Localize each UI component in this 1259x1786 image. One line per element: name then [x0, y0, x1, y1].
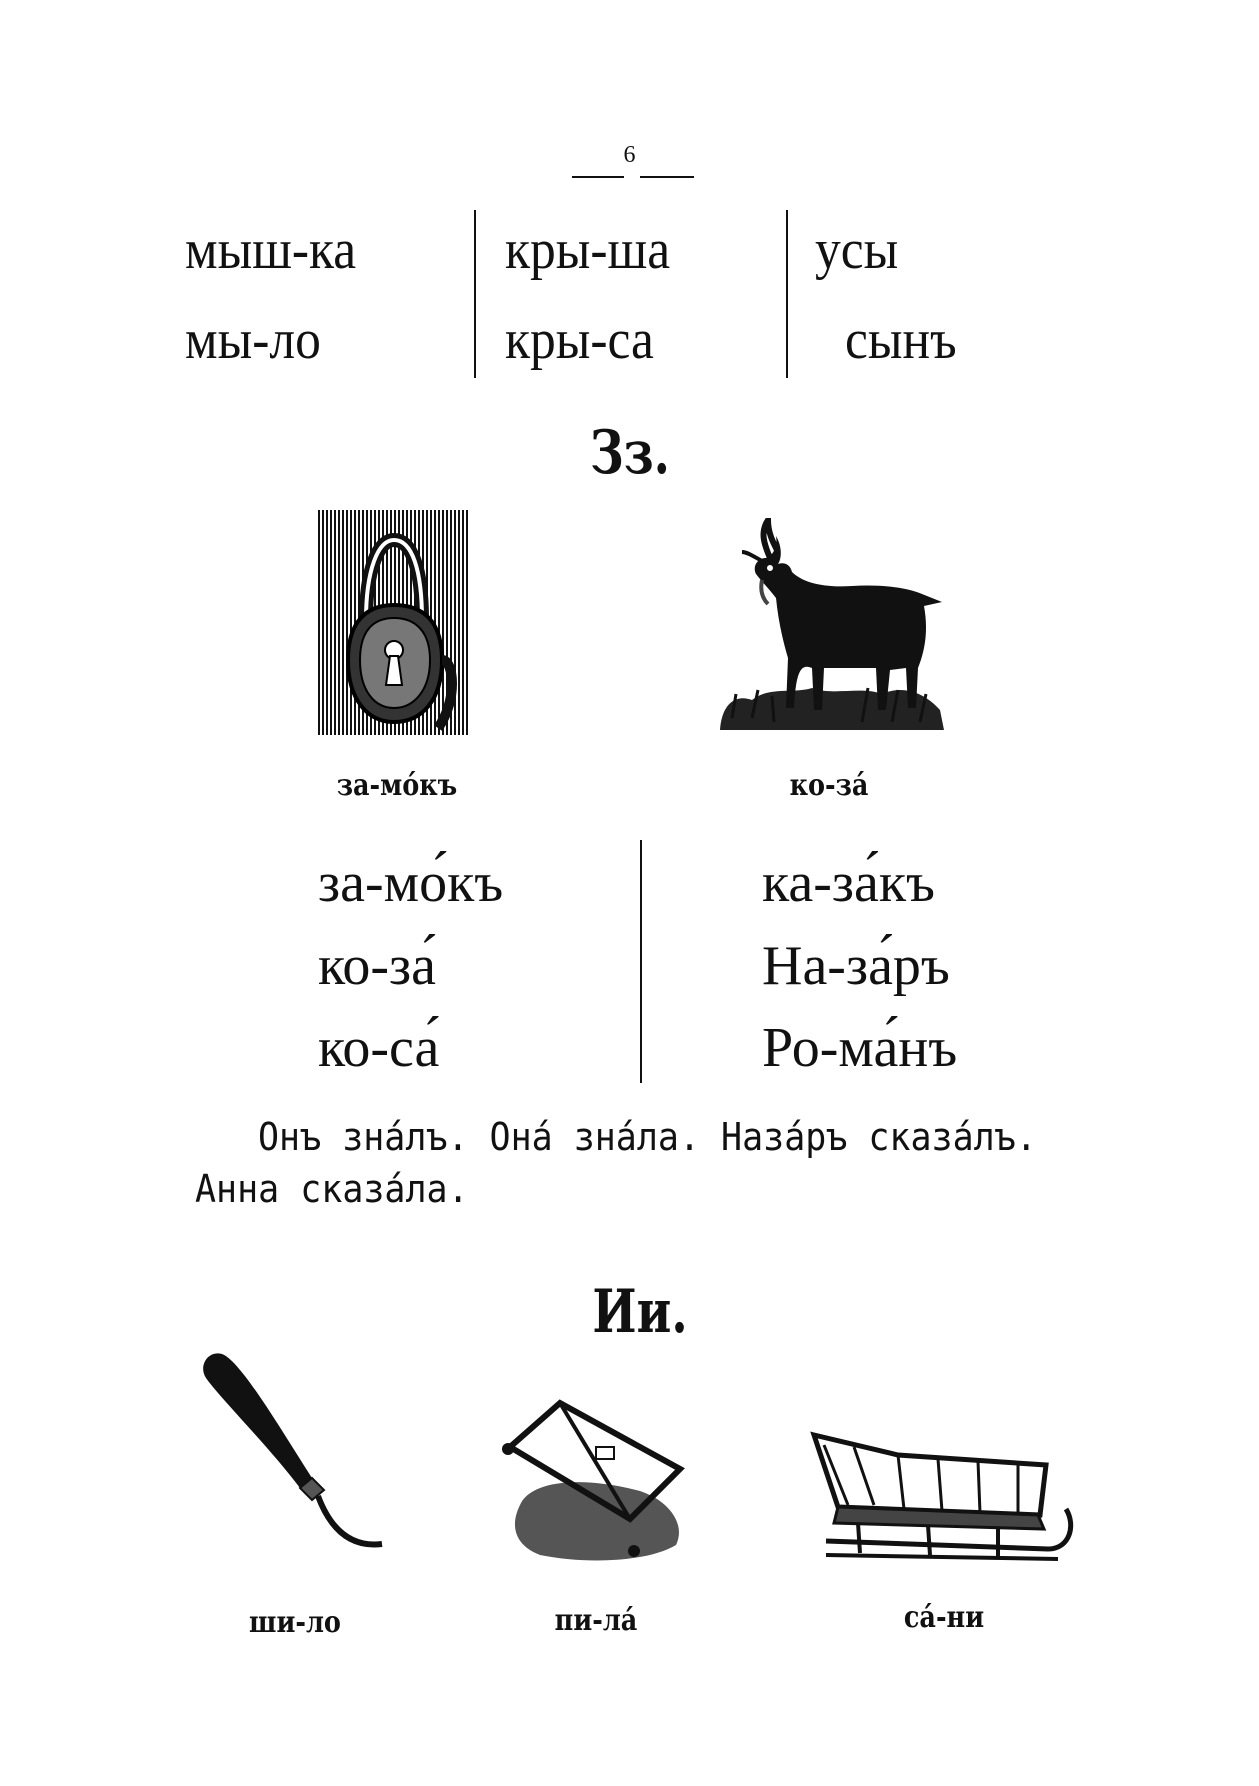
word-rat: кры-са — [505, 309, 654, 371]
caption-padlock: за-мо́къ — [336, 768, 458, 803]
page-number: 6 — [623, 142, 636, 168]
word-scythe: ко-са́ — [318, 1017, 440, 1079]
word-son: сынъ — [845, 309, 957, 371]
column-divider — [474, 210, 476, 378]
caption-saw: пи-ла́ — [554, 1603, 638, 1638]
sled-icon — [808, 1425, 1078, 1565]
word-roman: Ро-ма́нъ — [762, 1017, 958, 1079]
goat-icon — [712, 518, 944, 730]
word-goat: ко-за́ — [318, 935, 436, 997]
caption-goat: ко-за́ — [789, 768, 869, 803]
word-cossack: ка-за́къ — [762, 852, 936, 914]
sentence-line-2: Анна сказа́ла. — [195, 1167, 469, 1211]
caption-sled: са́-ни — [903, 1600, 985, 1635]
letter-i-heading: Ии. — [592, 1277, 688, 1347]
column-divider — [786, 210, 788, 378]
word-nazar: На-за́ръ — [762, 935, 950, 997]
saw-icon — [500, 1395, 690, 1565]
page-number-rule-right — [640, 176, 694, 178]
page-number-rule-left — [572, 176, 624, 178]
padlock-icon — [318, 510, 470, 735]
word-roof: кры-ша — [505, 219, 671, 281]
word-whiskers: усы — [815, 219, 899, 281]
sentence-line-1: Онъ зна́лъ. Она́ зна́ла. Наза́ръ сказа́лъ. — [258, 1115, 1037, 1159]
word-soap: мы-ло — [185, 309, 321, 371]
word-mouse: мыш-ка — [185, 219, 357, 281]
word-lock: за-мо́къ — [318, 852, 504, 914]
letter-z-heading: Зз. — [590, 418, 670, 488]
caption-awl: ши-ло — [249, 1605, 341, 1640]
column-divider — [640, 840, 642, 1083]
awl-icon — [200, 1348, 390, 1558]
